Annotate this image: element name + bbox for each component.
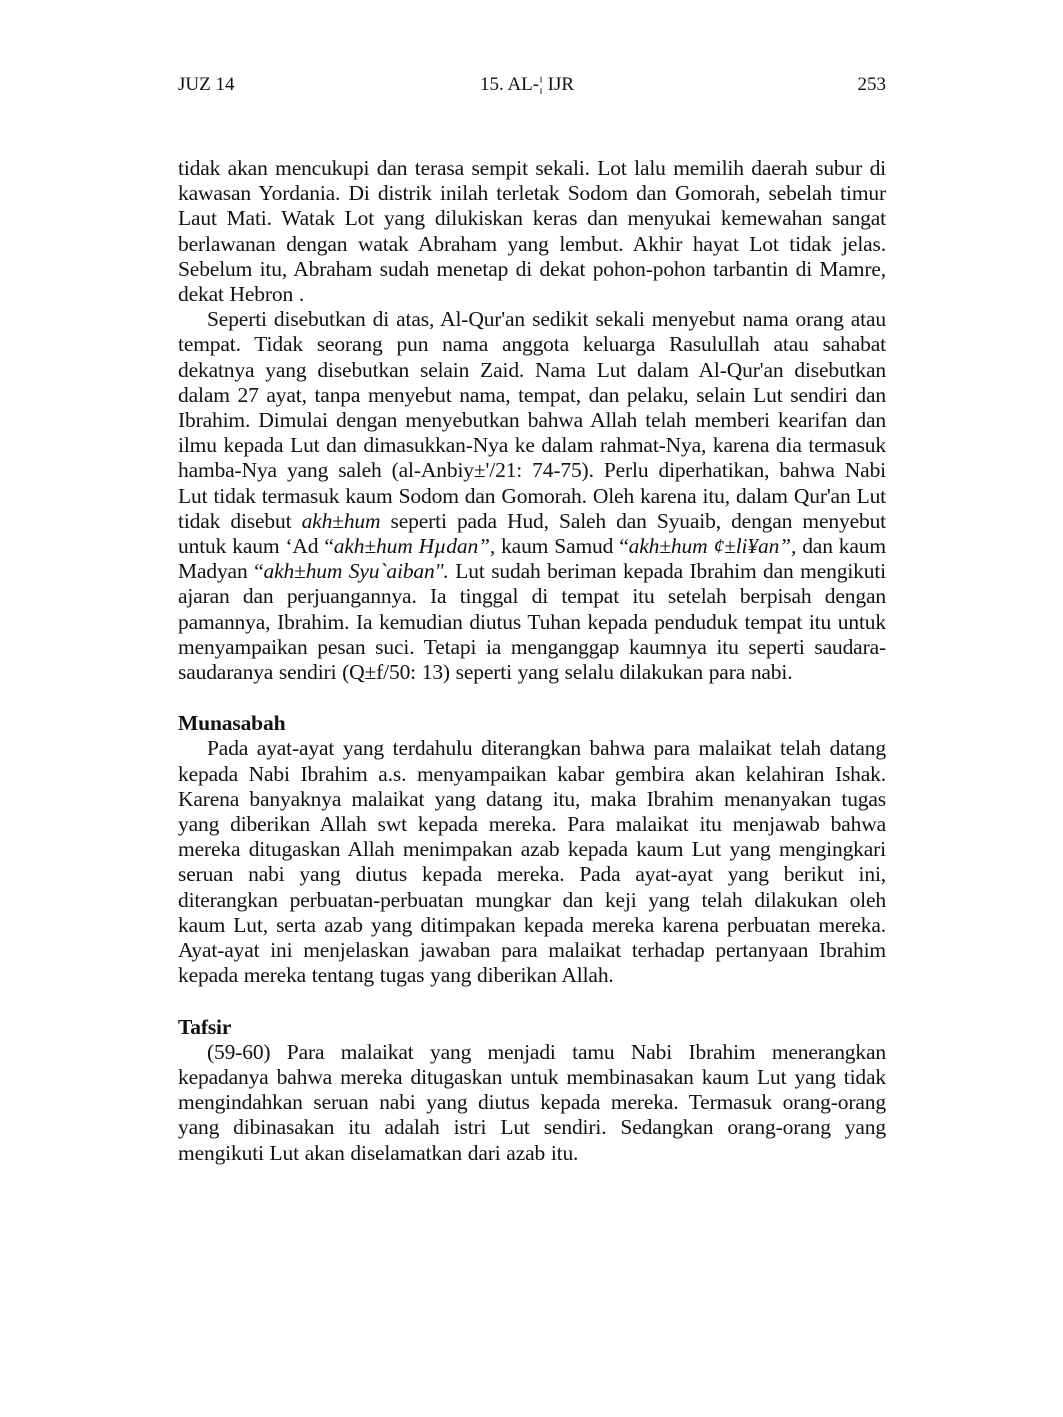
intro-paragraph-1: tidak akan mencukupi dan terasa sempit sekali. Lot lalu memilih daerah subur di kawasan Yordania. Di distrik inilah terletak Sodom dan Gomorah, sebelah timur Laut Mati. Watak Lot yang dilukiskan keras dan menyukai kemewahan sangat berlawanan dengan watak Abraham yang lembut. Akhir hayat Lot tidak jelas. Sebelum itu, Abraham sudah menetap di dekat pohon-pohon tarbantin di Mamre, dekat Hebron . <box>178 156 886 307</box>
paragraph-text: seperti pada Hud, Saleh dan Syuaib, dengan menyebut untuk kaum ‘Ad “ <box>178 508 886 559</box>
running-head-juz: JUZ 14 <box>178 74 235 95</box>
transliteration: akh±hum Hµdan”, <box>333 534 496 559</box>
munasabah-paragraph: Pada ayat-ayat yang terdahulu diterangkan bahwa para malaikat telah datang kepada Nabi Ibrahim a.s. menyampaikan kabar gembira akan kelahiran Ishak. Karena banyaknya malaikat yang datang itu, maka Ibrahim menanyakan tugas yang diberikan Allah swt kepada mereka. Para malaikat itu menjawab bahwa mereka ditugaskan Allah menimpakan azab kepada kaum Lut yang mengingkari seruan nabi yang diutus kepada mereka. Pada ayat-ayat yang berikut ini, diterangkan perbuatan-perbuatan mungkar dan keji yang telah dilakukan oleh kaum Lut, serta azab yang ditimpakan kepada mereka karena perbuatan mereka. Ayat-ayat ini menjelaskan jawaban para malaikat terhadap pertanyaan Ibrahim kepada mereka tentang tugas yang diberikan Allah. <box>178 736 886 988</box>
page-header <box>178 74 886 104</box>
munasabah-heading: Munasabah <box>178 711 286 736</box>
transliteration: akh±hum ¢±li¥an”, <box>628 534 797 559</box>
tafsir-heading: Tafsir <box>178 1014 232 1039</box>
running-head-surah: 15. AL-¦ IJR <box>480 74 575 95</box>
transliteration: akh±hum Syu`aiban". <box>263 559 449 584</box>
intro-paragraph-2 <box>178 307 886 685</box>
paragraph-text: Lut sudah beriman kepada Ibrahim dan mengikuti ajaran dan perjuangannya. Ia tinggal di tempat itu setelah berpisah dengan pamannya, Ibrahim. Ia kemudian diutus Tuhan kepada penduduk tempat itu untuk menyampaikan pesan suci. Tetapi ia menganggap kaumnya itu seperti saudara-saudaranya sendiri (Q±f/50: 13) seperti yang selalu dilakukan para nabi. <box>178 559 887 685</box>
transliteration: akh±hum <box>301 508 381 533</box>
page-body <box>178 156 886 1166</box>
paragraph-text: dan kaum Madyan “ <box>178 534 886 584</box>
page-number: 253 <box>857 74 886 95</box>
paragraph-text: Seperti disebutkan di atas, Al-Qur'an sedikit sekali menyebut nama orang atau tempat. Tidak seorang pun nama anggota keluarga Rasulullah atau sahabat dekatnya yang disebutkan selain Zaid. Nama Lut dalam Al-Qur'an disebutkan dalam 27 ayat, tanpa menyebut nama, tempat, dan pelaku, selain Lut sendiri dan Ibrahim. Dimulai dengan menyebutkan bahwa Allah telah memberi kearifan dan ilmu kepada Lut dan dimasukkan-Nya ke dalam rahmat-Nya, karena dia termasuk hamba-Nya yang saleh (al-Anbiy±'/21: 74-75). Perlu diperhatikan, bahwa Nabi Lut tidak termasuk kaum Sodom dan Gomorah. Oleh karena itu, dalam Qur'an Lut tidak disebut <box>178 307 886 533</box>
tafsir-paragraph: (59-60) Para malaikat yang menjadi tamu Nabi Ibrahim menerangkan kepadanya bahwa mereka ditugaskan untuk membinasakan kaum Lut yang tidak mengindahkan seruan nabi yang diutus kepada mereka. Termasuk orang-orang yang dibinasakan itu adalah istri Lut sendiri. Sedangkan orang-orang yang mengikuti Lut akan diselamatkan dari azab itu. <box>178 1039 886 1165</box>
paragraph-text: kaum Samud “ <box>495 534 629 559</box>
